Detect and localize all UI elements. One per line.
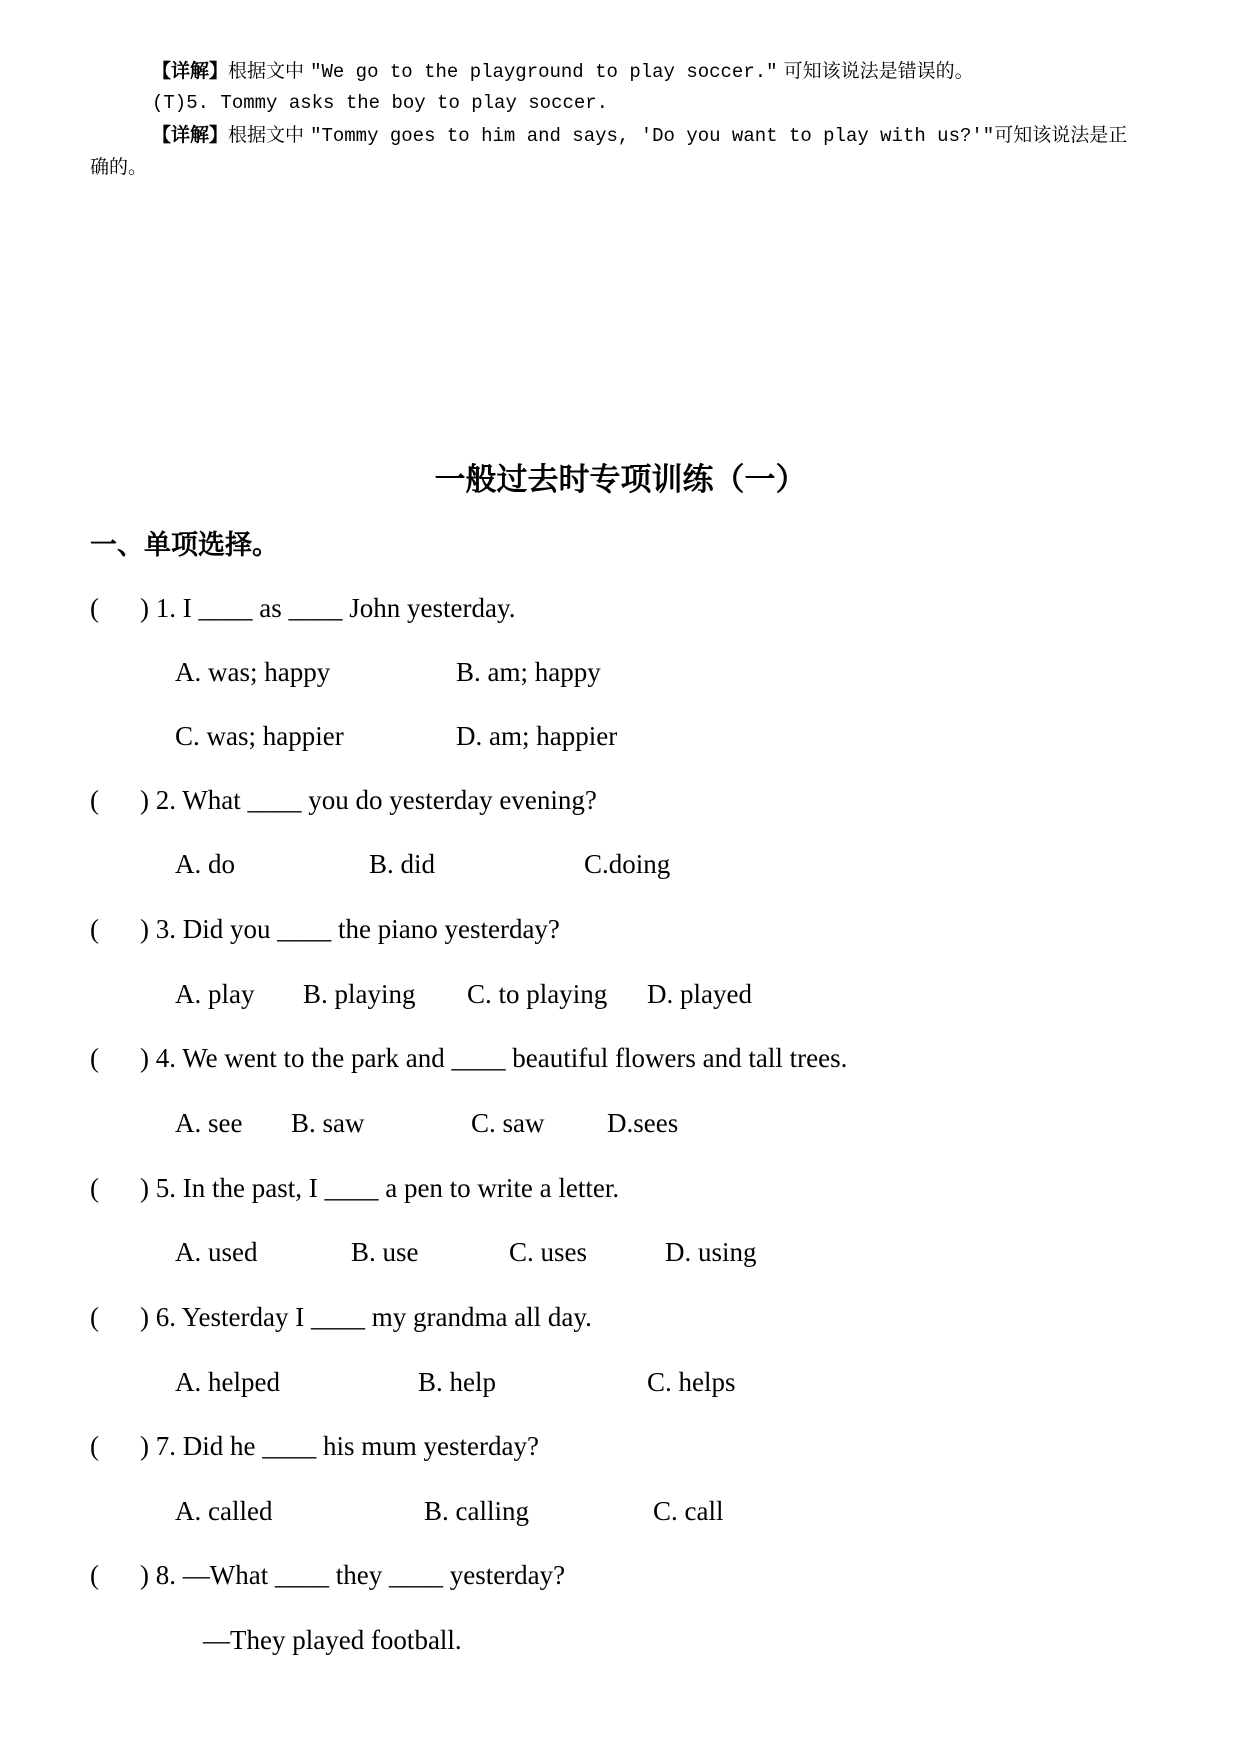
option: B. saw <box>291 1108 365 1138</box>
answer-item-text: (T)5. Tommy asks the boy to play soccer. <box>152 92 609 114</box>
question-text: 6. Yesterday I ____ my grandma all day. <box>155 1302 592 1332</box>
question-text: 2. What ____ you do yesterday evening? <box>155 785 597 815</box>
option: D. played <box>647 979 752 1009</box>
option: B. use <box>351 1237 419 1267</box>
option: A. play <box>175 979 255 1009</box>
option: A. called <box>175 1496 273 1526</box>
option: B. did <box>369 849 436 879</box>
option: A. do <box>175 849 235 879</box>
question-text: 3. Did you ____ the piano yesterday? <box>155 914 560 944</box>
option: B. help <box>418 1367 496 1397</box>
option: C.doing <box>584 849 671 879</box>
explanation-lead: 根据文中 <box>228 60 311 82</box>
question-text: 5. In the past, I ____ a pen to write a letter. <box>155 1173 620 1203</box>
explanation-quote: "We go to the playground to play soccer." <box>310 61 778 83</box>
option: B. am; happy <box>456 657 601 687</box>
option: C. helps <box>647 1367 736 1397</box>
answer-blank-open: ( <box>90 593 99 623</box>
option: C. was; happier <box>175 721 344 751</box>
answer-blank-close: ) <box>140 593 149 623</box>
explanation-line <box>152 60 974 83</box>
section-heading: 一、单项选择。 <box>90 530 279 561</box>
page-title: 一般过去时专项训练（一） <box>434 462 807 498</box>
explanation-lead: 根据文中 <box>228 124 311 146</box>
question-text: 7. Did he ____ his mum yesterday? <box>155 1431 539 1461</box>
dialogue-answer: —They played football. <box>203 1625 462 1655</box>
option: A. was; happy <box>175 657 331 687</box>
option: D. am; happier <box>456 721 618 751</box>
question-text: 1. I ____ as ____ John yesterday. <box>155 593 516 623</box>
option: C. call <box>653 1496 724 1526</box>
option: D.sees <box>607 1108 679 1138</box>
answer-item <box>152 92 608 114</box>
question-text: 4. We went to the park and ____ beautiful flowers and tall trees. <box>155 1043 848 1073</box>
option: A. used <box>175 1237 258 1267</box>
explanation-label: 【详解】 <box>152 60 229 82</box>
option: C. to playing <box>467 979 608 1009</box>
explanation-label: 【详解】 <box>152 124 229 146</box>
explanation-tail: 可知该说法是错误的。 <box>777 60 974 82</box>
question-text: 8. —What ____ they ____ yesterday? <box>155 1560 566 1590</box>
explanation-continuation: 确的。 <box>90 156 148 178</box>
explanation-tail: 可知该说法是正 <box>994 124 1128 146</box>
option: B. playing <box>303 979 416 1009</box>
option: C. uses <box>509 1237 588 1267</box>
explanation-line <box>152 124 1127 147</box>
option: C. saw <box>471 1108 545 1138</box>
option: A. see <box>175 1108 243 1138</box>
option: B. calling <box>424 1496 529 1526</box>
explanation-quote: "Tommy goes to him and says, 'Do you want to play with us?'" <box>310 125 995 147</box>
worksheet-page: 【详解】根据文中 "We go to the playground to play soccer." 可知该说法是错误的。 (T)5. Tommy asks the boy to play soccer. 【详解】根据文中 "Tommy goes to him and says, 'Do you want to play with us?'"可知该说法是正 确的。 一般过去时专项训练（一） 一、单项选择。 ( ) 1. I ____ as ____ John yesterday. A. was; happy B. am; happy C. was; happier D. am; happier ( ) 2. What ____ you do yesterday evening? A. do B. did C.doing ( ) 3. Did you ____ the piano yesterday? A. play B. playing C. to playing D. played ( ) 4. We went to the park and ____ beautiful flowers and tall trees. A. see B. saw C. saw D.sees ( ) 5. In the past, I ____ a pen to write a letter. A. used B. use C. uses D. using ( ) 6. Yesterday I ____ my grandma all day. A. helped B. help C. helps ( ) 7. Did he ____ his mum yesterday? A. called B. calling C. call ( ) 8. —What ____ they ____ yesterday? —They played football. <box>0 0 1241 1754</box>
option: A. helped <box>175 1367 280 1397</box>
option: D. using <box>665 1237 757 1267</box>
